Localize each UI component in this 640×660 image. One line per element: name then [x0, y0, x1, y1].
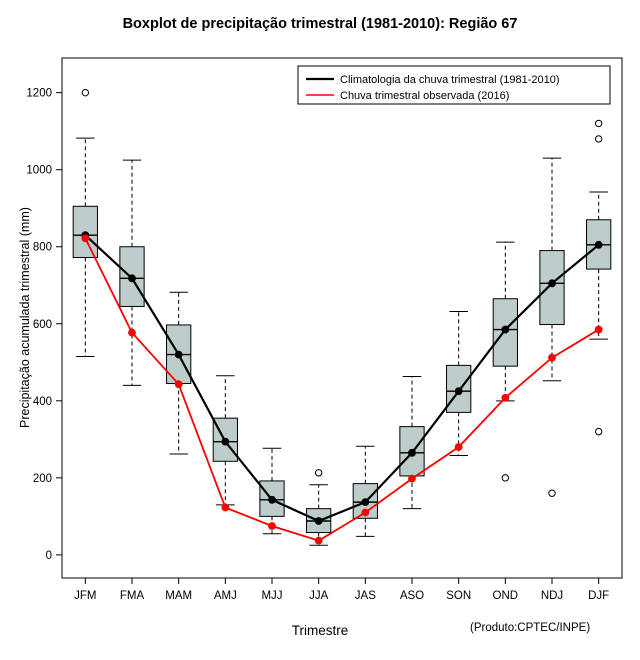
series-point [502, 394, 509, 401]
x-axis-tick-label: MJJ [261, 590, 283, 602]
series-point [549, 280, 556, 287]
y-axis-tick-label: 800 [32, 241, 52, 254]
x-axis-tick-label: AMJ [213, 590, 237, 602]
x-axis-tick-label: SON [446, 590, 472, 602]
outlier-point [595, 428, 601, 434]
series-point [502, 326, 509, 333]
credit-text: (Produto:CPTEC/INPE) [470, 622, 591, 634]
x-axis-label: Trimestre [291, 623, 349, 638]
series-point [129, 329, 136, 336]
series-point [409, 449, 416, 456]
x-axis-tick-label: JFM [74, 590, 97, 602]
x-axis-tick-label: JJA [309, 590, 329, 602]
chart-title: Boxplot de precipitação trimestral (1981-2010): Região 67 [122, 16, 518, 32]
outlier-point [502, 475, 508, 481]
outlier-point [595, 136, 601, 142]
series-point [362, 499, 369, 506]
y-axis-tick-label: 600 [32, 318, 52, 331]
series-point [315, 537, 322, 544]
series-point [595, 326, 602, 333]
series-point [222, 438, 229, 445]
series-point [129, 275, 136, 282]
y-axis-tick-label: 1000 [26, 164, 52, 177]
x-axis-tick-label: OND [492, 590, 519, 602]
x-axis-tick-label: MAM [165, 590, 193, 602]
y-axis-tick-label: 1200 [26, 87, 52, 100]
series-point [315, 518, 322, 525]
plot-frame [62, 58, 622, 578]
series-point [409, 475, 416, 482]
x-axis-tick-label: DJF [588, 590, 610, 602]
series-point [222, 504, 229, 511]
box [540, 251, 564, 325]
series-point [549, 354, 556, 361]
y-axis-label: Precipitação acumulada trimestral (mm) [18, 207, 32, 428]
outlier-point [549, 490, 555, 496]
series-point [175, 381, 182, 388]
y-axis-tick-label: 200 [32, 472, 52, 485]
series-point [455, 388, 462, 395]
y-axis-tick-label: 0 [45, 549, 52, 562]
series-point [175, 351, 182, 358]
outlier-point [595, 120, 601, 126]
x-axis-tick-label: ASO [399, 590, 425, 602]
legend-label: Climatologia da chuva trimestral (1981-2010) [340, 74, 560, 86]
x-axis-tick-label: NDJ [540, 590, 564, 602]
outlier-point [82, 89, 88, 95]
series-point [269, 496, 276, 503]
series-point [362, 509, 369, 516]
series-point [269, 523, 276, 530]
legend-label: Chuva trimestral observada (2016) [340, 90, 510, 102]
series-point [82, 235, 89, 242]
y-axis-tick-label: 400 [32, 395, 52, 408]
x-axis-tick-label: FMA [119, 590, 145, 602]
x-axis-tick-label: JAS [354, 590, 376, 602]
series-point [455, 444, 462, 451]
series-line [85, 238, 598, 540]
outlier-point [315, 470, 321, 476]
series-line [85, 235, 598, 521]
series-point [595, 241, 602, 248]
